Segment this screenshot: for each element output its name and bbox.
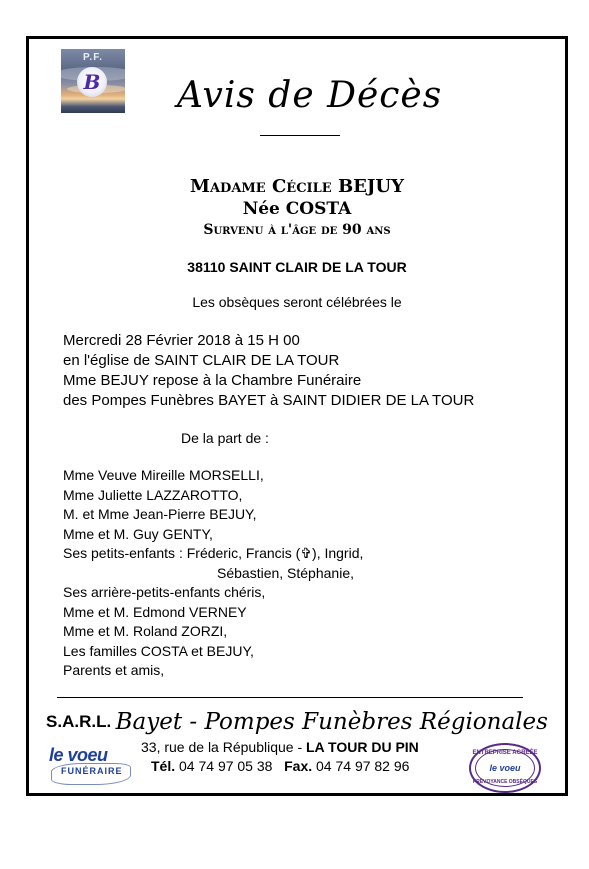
approved-company-seal — [469, 743, 541, 793]
seal-bottom-text: PRÉVOYANCE OBSÈQUES — [472, 779, 538, 785]
company-name — [29, 709, 565, 735]
deceased-name: Madame Cécile BEJUY — [190, 176, 404, 197]
city-line: 38110 SAINT CLAIR DE LA TOUR — [187, 259, 407, 275]
fax-label: Fax. — [284, 758, 313, 774]
logo-pf-text: P.F. — [83, 52, 103, 63]
company-script-name: Bayet - Pompes Funèbres Régionales — [115, 709, 548, 735]
fax-number: 04 74 97 82 96 — [312, 758, 410, 774]
levoeu-logo-subtext: FUNÉRAIRE — [61, 766, 123, 776]
family-line: M. et Mme Jean-Pierre BEJUY, — [63, 506, 257, 522]
company-prefix: S.A.R.L. — [46, 712, 112, 731]
family-line: Mme Juliette LAZZAROTTO, — [63, 486, 243, 503]
family-list — [63, 466, 363, 681]
tel-label: Tél. — [151, 758, 176, 774]
company-address — [141, 739, 419, 755]
address-city: LA TOUR DU PIN — [306, 739, 419, 755]
family-line: Sébastien, Stéphanie, — [217, 564, 354, 581]
obsequies-intro: Les obsèques seront célébrées le — [192, 294, 402, 310]
ceremony-details — [63, 331, 474, 411]
family-line: Ses arrière-petits-enfants chéris, — [63, 584, 266, 600]
family-line: Mme Veuve Mireille MORSELLI, — [63, 467, 264, 483]
detail-line: Mme BEJUY repose à la Chambre Funéraire — [63, 372, 362, 389]
address-street: 33, rue de la République - — [141, 739, 306, 755]
logo-circle — [77, 67, 107, 97]
tel-number: 04 74 97 05 38 — [175, 758, 285, 774]
seal-top-text: ENTREPRISE AGRÉÉE — [472, 750, 538, 756]
family-line: Ses petits-enfants : Fréderic, Francis (✞), Ingrid, — [63, 545, 364, 561]
page-title: Avis de Décès — [177, 75, 443, 116]
footer-divider — [57, 697, 523, 698]
pf-bayet-logo — [61, 49, 125, 113]
family-line: Mme et M. Roland ZORZI, — [63, 623, 228, 639]
logo-letter: B — [83, 70, 101, 94]
detail-line: en l'église de SAINT CLAIR DE LA TOUR — [63, 352, 340, 369]
age-line: Survenu à l'âge de 90 ans — [203, 222, 391, 238]
family-line: Les familles COSTA et BEJUY, — [63, 642, 254, 659]
seal-mid-text: le voeu — [489, 763, 521, 773]
on-behalf-label: De la part de : — [181, 430, 269, 446]
title-divider — [260, 135, 340, 136]
family-line: Parents et amis, — [63, 662, 165, 678]
notice-frame — [26, 36, 568, 796]
company-phone-fax — [151, 758, 409, 774]
detail-line: Mercredi 28 Février 2018 à 15 H 00 — [63, 332, 300, 349]
detail-line: des Pompes Funèbres BAYET à SAINT DIDIER DE LA TOUR — [63, 392, 475, 409]
family-line: Mme et M. Edmond VERNEY — [63, 603, 247, 620]
maiden-name: Née COSTA — [242, 199, 352, 219]
levoeu-logo-text: le voeu — [49, 745, 108, 765]
family-line: Mme et M. Guy GENTY, — [63, 525, 213, 542]
levoeu-funeraire-logo — [47, 745, 133, 785]
